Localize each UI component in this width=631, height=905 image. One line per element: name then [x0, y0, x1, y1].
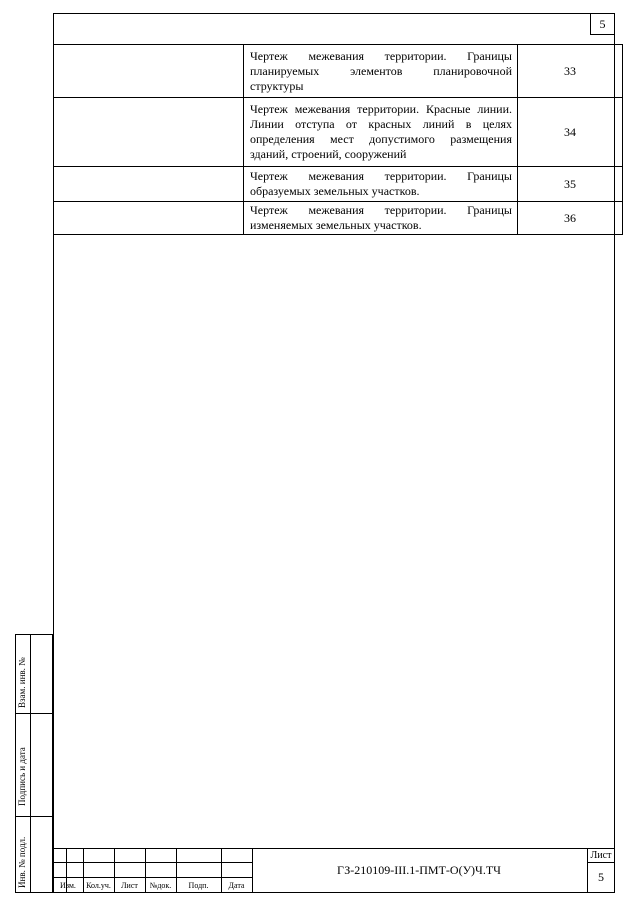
row-page: 36 [518, 202, 623, 235]
col-ndok: №док. [149, 881, 172, 890]
col-podp: Подп. [188, 881, 209, 890]
document-designation: ГЗ-210109-III.1-ПМТ-О(У)Ч.ТЧ [337, 863, 501, 877]
row-title: Чертеж межевания территории. Красные линии. Линии отступа от красных линий в целях определения мест допустимого размещения зданий, строений, сооружений [244, 98, 518, 167]
page-number: 5 [590, 13, 615, 35]
vzam-label: Взам. инв. № [17, 657, 27, 708]
table-row [54, 45, 623, 98]
side-strip [15, 634, 53, 893]
empty-cell [54, 202, 244, 235]
table-row [54, 98, 623, 167]
sheet-label: Лист [590, 850, 612, 861]
row-page: 35 [518, 167, 623, 202]
empty-cell [54, 45, 244, 98]
table-row [54, 202, 623, 235]
col-izm: Изм. [60, 881, 76, 890]
table-row [54, 167, 623, 202]
row-page: 33 [518, 45, 623, 98]
podpis-label: Подпись и дата [17, 747, 27, 806]
sheet-number: 5 [598, 870, 604, 884]
col-data: Дата [228, 881, 245, 890]
empty-cell [54, 98, 244, 167]
row-title: Чертеж межевания территории. Границы образуемых земельных участков. [244, 167, 518, 202]
col-list: Лист [121, 881, 138, 890]
empty-cell [54, 167, 244, 202]
col-kolich: Кол.уч. [86, 881, 111, 890]
row-page: 34 [518, 98, 623, 167]
inv-label: Инв. № подл. [17, 836, 27, 888]
side-value-column [30, 634, 53, 893]
contents-table [53, 44, 623, 235]
row-title: Чертеж межевания территории. Границы планируемых элементов планировочной структуры [244, 45, 518, 98]
row-title: Чертеж межевания территории. Границы изменяемых земельных участков. [244, 202, 518, 235]
